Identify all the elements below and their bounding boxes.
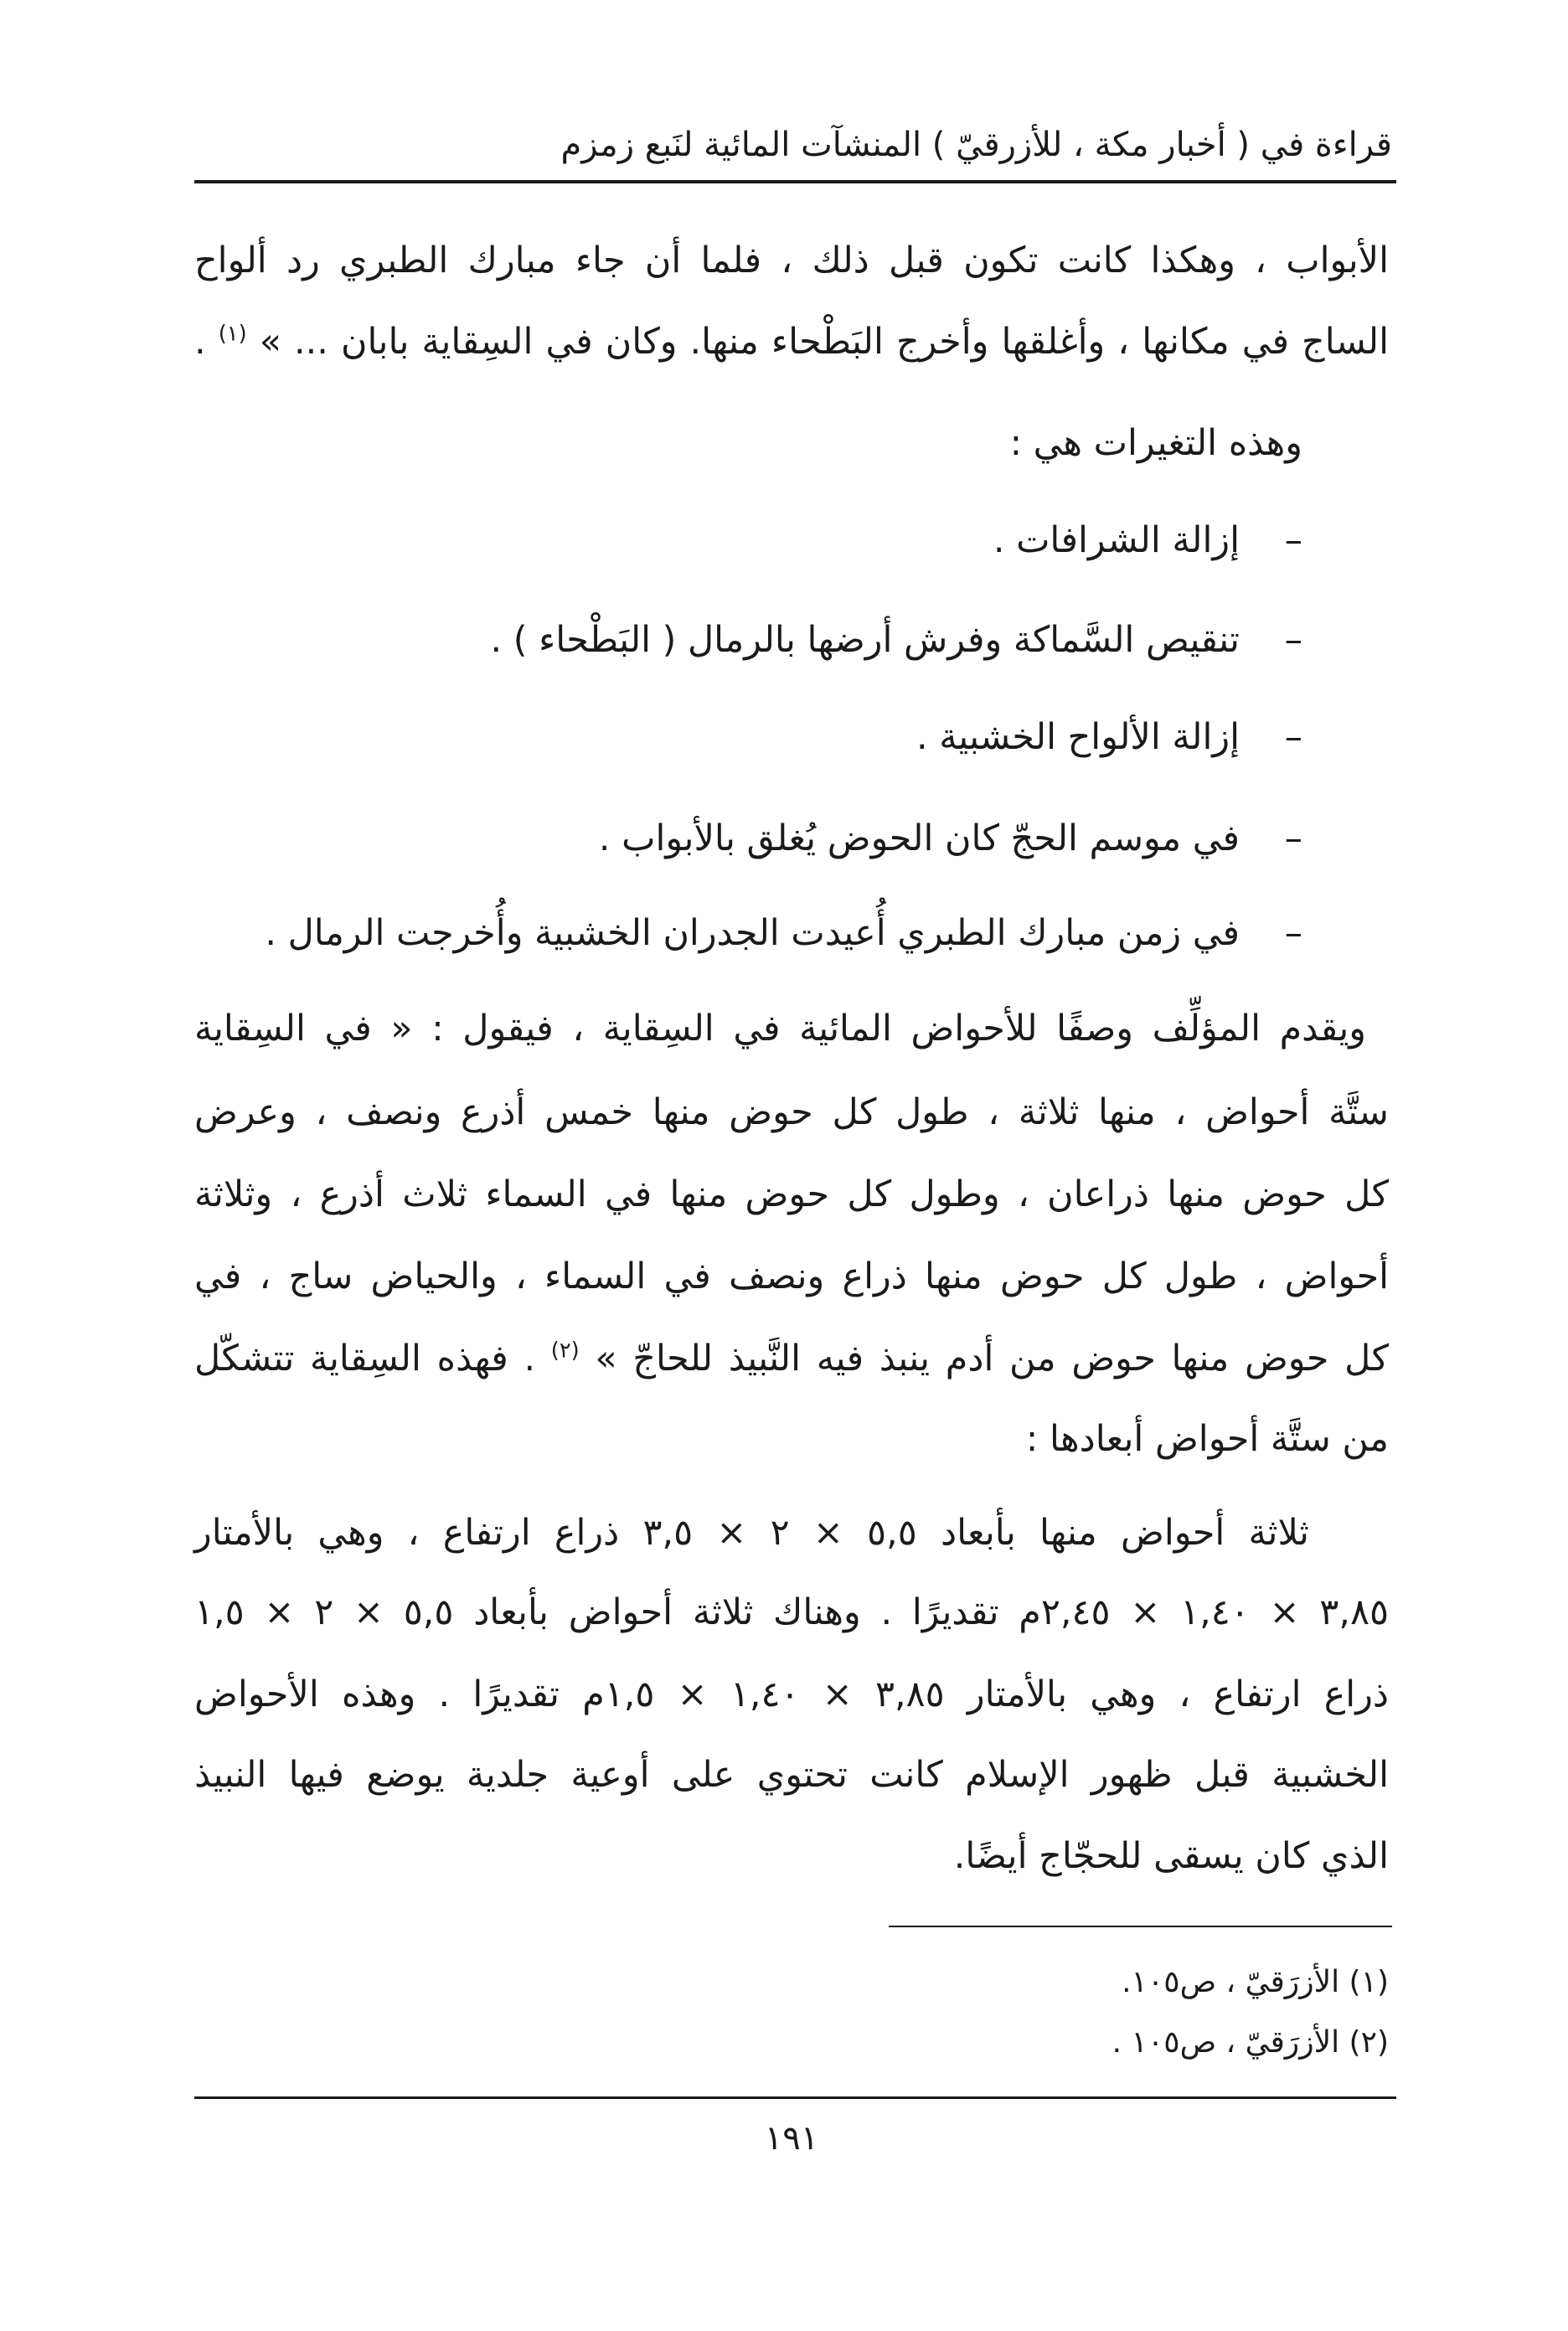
list-item-text: إزالة الشرافات . <box>993 519 1240 561</box>
paragraph-2-line-5 <box>194 1325 1389 1392</box>
change-list-item <box>194 704 1302 771</box>
running-header: قراءة في ( أخبار مكة ، للأزرقيّ ) المنشآت المائية لنَبع زمزم <box>560 126 1392 164</box>
footnote-ref-2: (٢) <box>550 1338 580 1364</box>
list-item-text: في زمن مبارك الطبري أُعيدت الجدران الخشبية وأُخرجت الرمال . <box>265 912 1240 954</box>
line-text-end: . فهذه السِقاية تتشكّل <box>194 1338 536 1380</box>
line-text: كل حوض منها حوض من أدم ينبذ فيه النَّبيذ للحاجّ » <box>595 1338 1389 1380</box>
change-list-item <box>194 507 1302 574</box>
header-rule <box>194 180 1396 183</box>
list-dash: – <box>1284 519 1302 561</box>
changes-intro: وهذه التغيرات هي : <box>1009 422 1302 464</box>
footnote-1: (١) الأزرَقيّ ، ص١٠٥. <box>1122 1965 1389 1999</box>
paragraph-2-line-4: أحواض ، طول كل حوض منها ذراع ونصف في السماء ، والحياض ساج ، في <box>194 1256 1389 1297</box>
paragraph-3-line-1: ثلاثة أحواض منها بأبعاد ٥,٥ × ٢ × ٣,٥ ذراع ارتفاع ، وهي بالأمتار <box>194 1512 1309 1554</box>
list-item-text: إزالة الألواح الخشبية . <box>916 716 1240 758</box>
line-text: الساج في مكانها ، وأغلقها وأخرج البَطْحاء منها. وكان في السِقاية بابان ... » <box>259 321 1389 363</box>
list-item-text: تنقيص السَّماكة وفرش أرضها بالرمال ( البَطْحاء ) . <box>490 619 1240 661</box>
paragraph-1-line-1: الأبواب ، وهكذا كانت تكون قبل ذلك ، فلما أن جاء مبارك الطبري رد ألواح <box>194 240 1389 281</box>
footnote-2: (٢) الأزرَقيّ ، ص١٠٥ . <box>1112 2025 1389 2060</box>
paragraph-2-line-3: كل حوض منها ذراعان ، وطول كل حوض منها في السماء ثلاث أذرع ، وثلاثة <box>194 1173 1389 1215</box>
list-dash: – <box>1284 912 1302 954</box>
footnote-ref-1: (١) <box>218 321 247 347</box>
list-dash: – <box>1284 716 1302 758</box>
footer-rule <box>194 2096 1396 2099</box>
paragraph-2-line-6: من ستَّة أحواض أبعادها : <box>1025 1418 1389 1460</box>
page-number: ١٩١ <box>764 2119 819 2158</box>
paragraph-2-line-2: ستَّة أحواض ، منها ثلاثة ، طول كل حوض منها خمس أذرع ونصف ، وعرض <box>194 1091 1389 1133</box>
paragraph-3-line-3: ذراع ارتفاع ، وهي بالأمتار ٣,٨٥ × ١,٤٠ × ١,٥م تقديرًا . وهذه الأحواض <box>194 1673 1389 1715</box>
paragraph-3-line-2: ٣,٨٥ × ١,٤٠ × ٢,٤٥م تقديرًا . وهناك ثلاثة أحواض بأبعاد ٥,٥ × ٢ × ١,٥ <box>194 1591 1390 1633</box>
change-list-item <box>194 606 1302 673</box>
paragraph-2-line-1: ويقدم المؤلِّف وصفًا للأحواض المائية في السِقاية ، فيقول : « في السِقاية <box>194 1008 1366 1049</box>
change-list-item <box>194 805 1302 872</box>
footnote-separator <box>889 1926 1392 1927</box>
paragraph-3-line-4: الخشبية قبل ظهور الإسلام كانت تحتوي على أوعية جلدية يوضع فيها النبيذ <box>194 1754 1389 1796</box>
paragraph-1-line-2 <box>194 308 1389 375</box>
list-dash: – <box>1284 619 1302 661</box>
list-item-text: في موسم الحجّ كان الحوض يُغلق بالأبواب . <box>598 817 1240 859</box>
paragraph-3-line-5: الذي كان يسقى للحجّاج أيضًا. <box>953 1835 1389 1877</box>
line-text-end: . <box>194 321 206 363</box>
list-dash: – <box>1284 817 1302 859</box>
change-list-item <box>194 900 1302 967</box>
